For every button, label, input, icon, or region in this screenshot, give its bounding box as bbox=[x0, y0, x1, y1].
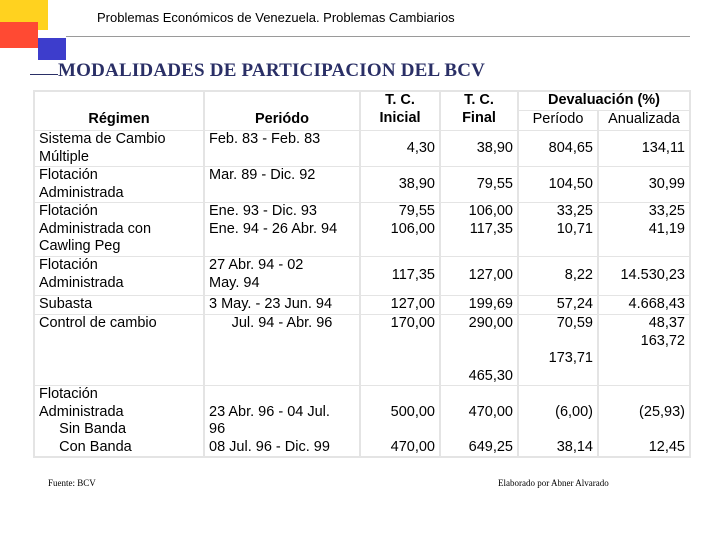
title-divider bbox=[30, 74, 58, 75]
row-1-tc-final bbox=[441, 167, 517, 202]
row-1-dev-periodo-value: 104,50 bbox=[548, 176, 593, 192]
row-1-tc-final-value: 79,55 bbox=[476, 176, 513, 192]
header-tc-inicial: T. C. Inicial bbox=[361, 92, 439, 130]
row-2-regimen: Flotación Administrada con Cawling Peg bbox=[35, 203, 203, 256]
row-3-tc-inicial bbox=[361, 257, 439, 295]
row-3-tc-final bbox=[441, 257, 517, 295]
row-0-dev-anualizada-value: 134,11 bbox=[641, 140, 685, 156]
row-0-tc-inicial-value: 4,30 bbox=[406, 140, 435, 156]
row-1-periodo: Mar. 89 - Dic. 92 bbox=[205, 167, 359, 202]
row-1-dev-anualizada bbox=[599, 167, 689, 202]
row-0-dev-anualizada bbox=[599, 131, 689, 166]
row-3-tc-final-value: 127,00 bbox=[468, 267, 513, 283]
row-3-periodo: 27 Abr. 94 - 02 May. 94 bbox=[205, 257, 359, 295]
row-2-tc-final: 106,00 117,35 bbox=[441, 203, 517, 256]
row-0-regimen: Sistema de Cambio Múltiple bbox=[35, 131, 203, 166]
row-5-dev-periodo: 70,59 173,71 bbox=[519, 315, 597, 385]
decor-red-square bbox=[0, 22, 38, 48]
row-6-dev-anualizada: (25,93) 12,45 bbox=[599, 386, 689, 456]
row-3-regimen: Flotación Administrada bbox=[35, 257, 203, 295]
slide-title: MODALIDADES DE PARTICIPACION DEL BCV bbox=[58, 60, 486, 81]
row-6-tc-final: 470,00 649,25 bbox=[441, 386, 517, 456]
row-5-tc-inicial: 170,00 bbox=[361, 315, 439, 385]
header-periodo bbox=[205, 92, 359, 130]
header-divider bbox=[66, 36, 690, 37]
row-5-dev-anualizada: 48,37 163,72 bbox=[599, 315, 689, 385]
row-1-dev-anualizada-value: 30,99 bbox=[648, 176, 685, 192]
row-2-dev-periodo: 33,25 10,71 bbox=[519, 203, 597, 256]
row-4-dev-anualizada: 4.668,43 bbox=[599, 296, 689, 314]
row-3-dev-anualizada-value: 14.530,23 bbox=[620, 267, 685, 283]
row-1-tc-inicial-value: 38,90 bbox=[398, 176, 435, 192]
row-6-dev-periodo: (6,00) 38,14 bbox=[519, 386, 597, 456]
row-3-dev-anualizada bbox=[599, 257, 689, 295]
row-2-dev-anualizada: 33,25 41,19 bbox=[599, 203, 689, 256]
slide-header: Problemas Económicos de Venezuela. Problemas Cambiarios bbox=[97, 10, 455, 25]
row-2-periodo: Ene. 93 - Dic. 93 Ene. 94 - 26 Abr. 94 bbox=[205, 203, 359, 256]
row-4-regimen: Subasta bbox=[35, 296, 203, 314]
row-3-dev-periodo-value: 8,22 bbox=[564, 267, 593, 283]
row-0-tc-final-value: 38,90 bbox=[476, 140, 513, 156]
row-0-tc-final bbox=[441, 131, 517, 166]
header-dev-anualizada: Anualizada bbox=[599, 111, 689, 130]
row-1-dev-periodo bbox=[519, 167, 597, 202]
row-6-regimen: Flotación Administrada Sin Banda Con Banda bbox=[35, 386, 203, 456]
row-6-tc-inicial: 500,00 470,00 bbox=[361, 386, 439, 456]
row-3-dev-periodo bbox=[519, 257, 597, 295]
row-0-dev-periodo-value: 804,65 bbox=[548, 140, 593, 156]
row-4-tc-final: 199,69 bbox=[441, 296, 517, 314]
row-1-regimen: Flotación Administrada bbox=[35, 167, 203, 202]
row-5-tc-final: 290,00 465,30 bbox=[441, 315, 517, 385]
footer-author: Elaborado por Abner Alvarado bbox=[498, 478, 609, 488]
row-0-dev-periodo bbox=[519, 131, 597, 166]
row-1-tc-inicial bbox=[361, 167, 439, 202]
row-2-tc-inicial: 79,55 106,00 bbox=[361, 203, 439, 256]
row-4-tc-inicial: 127,00 bbox=[361, 296, 439, 314]
row-0-periodo: Feb. 83 - Feb. 83 bbox=[205, 131, 359, 166]
bcv-table bbox=[33, 90, 691, 458]
row-6-periodo: 23 Abr. 96 - 04 Jul. 96 08 Jul. 96 - Dic. 99 bbox=[205, 386, 359, 456]
decor-blue-square bbox=[38, 38, 66, 60]
row-5-periodo: Jul. 94 - Abr. 96 bbox=[205, 315, 359, 385]
header-dev-periodo: Período bbox=[519, 111, 597, 130]
header-periodo-label: Periódo bbox=[255, 111, 309, 127]
row-0-tc-inicial bbox=[361, 131, 439, 166]
row-4-dev-periodo: 57,24 bbox=[519, 296, 597, 314]
footer-source: Fuente: BCV bbox=[48, 478, 96, 488]
header-regimen bbox=[35, 92, 203, 130]
row-4-periodo: 3 May. - 23 Jun. 94 bbox=[205, 296, 359, 314]
header-tc-final: T. C. Final bbox=[441, 92, 517, 130]
row-5-regimen: Control de cambio bbox=[35, 315, 203, 385]
header-regimen-label: Régimen bbox=[88, 111, 150, 127]
header-devaluacion: Devaluación (%) bbox=[519, 92, 689, 110]
row-3-tc-inicial-value: 117,35 bbox=[391, 267, 435, 283]
